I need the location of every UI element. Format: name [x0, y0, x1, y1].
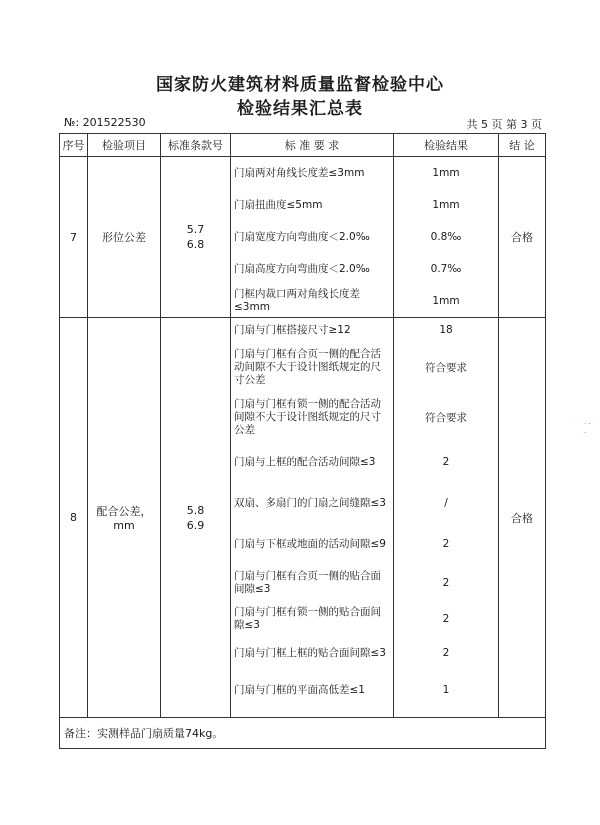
requirements-cell: [231, 157, 394, 318]
result: 2: [442, 456, 450, 468]
requirement: 门扇两对角线长度差≤3mm: [234, 166, 365, 179]
requirement: 门扇扭曲度≤5mm: [234, 198, 323, 211]
requirements-cell: [231, 318, 394, 718]
result: 0.8‰: [430, 231, 462, 243]
requirement: 双扇、多扇门的门扇之间缝隙≤3: [234, 496, 386, 509]
table-title: 检验结果汇总表: [237, 99, 363, 119]
note: 备注：实测样品门扇质量74kg。: [60, 718, 546, 749]
conclusion: 合格: [499, 318, 546, 718]
clause-number: [161, 157, 231, 318]
requirement: 门扇与门框搭接尺寸≥12: [234, 323, 351, 336]
column-header: 结 论: [499, 134, 546, 157]
result: 1mm: [432, 167, 460, 179]
margin-mark: · · ·: [584, 420, 591, 437]
requirement: 门扇高度方向弯曲度＜2.0‰: [234, 262, 370, 275]
result: 2: [442, 647, 450, 659]
page-info: 共 5 页 第 3 页: [466, 118, 542, 131]
requirement: 门扇与门框有锁一侧的配合活动间隙不大于设计图纸规定的尺寸公差: [234, 397, 381, 436]
results-cell: [394, 157, 499, 318]
test-item: 形位公差: [88, 157, 161, 318]
note-row: [60, 718, 546, 749]
column-header: 标 准 要 求: [231, 134, 394, 157]
result: 2: [442, 613, 450, 625]
result: /: [444, 497, 448, 509]
report-number: №: 201522530: [64, 116, 146, 129]
clause-line: 6.9: [186, 518, 205, 532]
conclusion: 合格: [499, 157, 546, 318]
column-header: 序号: [60, 134, 88, 157]
result: 0.7‰: [430, 263, 462, 275]
result: 18: [439, 324, 453, 336]
clause-number: [161, 318, 231, 718]
result: 符合要求: [425, 361, 467, 374]
result: 1mm: [432, 295, 460, 307]
requirement: 门扇与门框有合页一侧的贴合面间隙≤3: [234, 570, 381, 595]
requirement: 门框内裁口两对角线长度差≤3mm: [234, 288, 360, 313]
requirement: 门扇与门框有合页一侧的配合活动间隙不大于设计图纸规定的尺寸公差: [234, 347, 381, 386]
results-table: [59, 133, 546, 749]
clause-line: 6.8: [186, 238, 205, 251]
requirement: 门扇与上框的配合活动间隙≤3: [234, 455, 376, 468]
row-index: 7: [60, 157, 88, 318]
column-header: 检验结果: [394, 134, 499, 157]
requirement: 门扇宽度方向弯曲度＜2.0‰: [234, 230, 370, 243]
result: 2: [442, 577, 450, 589]
row-index: 8: [60, 318, 88, 718]
column-header: 标准条款号: [161, 134, 231, 157]
results-cell: [394, 318, 499, 718]
result: 2: [442, 538, 450, 550]
result: 1: [442, 684, 450, 696]
table-row: [60, 157, 546, 318]
org-title: 国家防火建筑材料质量监督检验中心: [156, 75, 444, 95]
requirement: 门扇与下框或地面的活动间隙≤9: [234, 537, 386, 550]
requirement: 门扇与门框有锁一侧的贴合面间隙≤3: [234, 606, 381, 631]
requirement: 门扇与门框上框的贴合面间隙≤3: [234, 646, 386, 659]
result: 1mm: [432, 199, 460, 211]
result: 符合要求: [425, 411, 467, 424]
clause-line: 5.8: [186, 503, 205, 517]
test-item: 配合公差，mm: [88, 318, 161, 718]
clause-line: 5.7: [186, 223, 205, 236]
table-row: [60, 318, 546, 718]
requirement: 门扇与门框的平面高低差≤1: [234, 683, 365, 696]
table-header-row: [60, 134, 546, 157]
column-header: 检验项目: [88, 134, 161, 157]
